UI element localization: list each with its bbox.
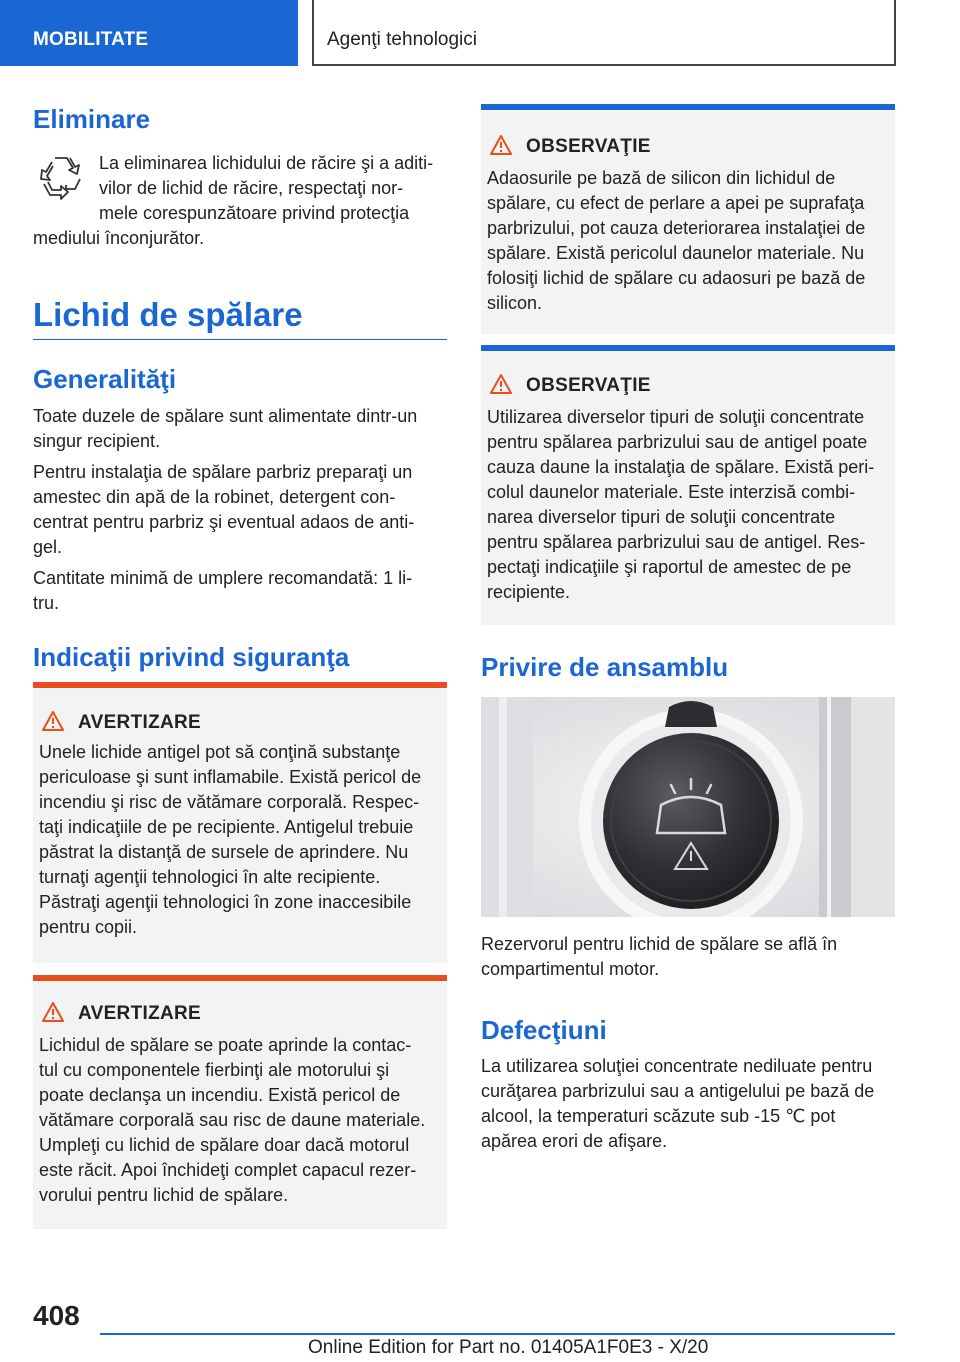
eliminare-line-1: La eliminarea lichidului de răcire şi a aditi- xyxy=(99,153,434,173)
indicatii-heading: Indicaţii privind siguranţa xyxy=(33,642,350,672)
notice-1-line-6: silicon. xyxy=(487,293,543,313)
notice-triangle-icon xyxy=(489,134,513,156)
section-tab: MOBILITATE xyxy=(0,0,298,66)
generalitati-p2-line-4: gel. xyxy=(33,537,63,557)
notice-2-line-7: pectaţi indicaţiile şi raportul de amestec de pe xyxy=(487,557,852,577)
eliminare-line-2: vilor de lichid de răcire, respectaţi nor- xyxy=(99,178,404,198)
notice-title: OBSERVAŢIE xyxy=(526,375,651,396)
warning-2-line-2: tul cu componentele fierbinţi ale motorului şi xyxy=(39,1060,390,1080)
photo-caption-line-2: compartimentul motor. xyxy=(481,959,660,979)
notice-2-line-5: narea diverselor tipuri de soluţii concentrate xyxy=(487,507,836,527)
recycle-icon xyxy=(36,152,86,202)
warning-box-2 xyxy=(33,975,447,1229)
notice-2-line-6: pentru spălarea parbrizului sau de antigel. Res- xyxy=(487,532,866,552)
warning-1-line-2: periculoase şi sunt inflamabile. Există pericol de xyxy=(39,767,422,787)
notice-1-line-3: parbrizului, pot cauza deteriorarea instalaţiei de xyxy=(487,218,866,238)
warning-bar xyxy=(33,682,447,688)
warning-2-line-7: vorului pentru lichid de spălare. xyxy=(39,1185,289,1205)
warning-box-1 xyxy=(33,682,447,963)
warning-1-line-7: Păstraţi agenţii tehnologici în zone inaccesibile xyxy=(39,892,412,912)
warning-bar xyxy=(33,975,447,981)
generalitati-p3-line-1: Cantitate minimă de umplere recomandată: 1 li- xyxy=(33,568,413,588)
generalitati-p2-line-3: centrat pentru parbriz şi eventual adaos de anti- xyxy=(33,512,415,532)
notice-2-line-1: Utilizarea diverselor tipuri de soluţii concentrate xyxy=(487,407,865,427)
defectiuni-line-1: La utilizarea soluţiei concentrate nediluate pentru xyxy=(481,1056,873,1076)
warning-triangle-icon xyxy=(41,1001,65,1023)
lichid-heading-rule xyxy=(33,339,447,340)
generalitati-p1-line-2: singur recipient. xyxy=(33,431,161,451)
eliminare-line-4: mediului înconjurător. xyxy=(33,228,205,248)
page-header xyxy=(0,0,960,66)
privire-heading: Privire de ansamblu xyxy=(481,652,729,682)
notice-1-line-4: spălare. Există pericolul daunelor materiale. Nu xyxy=(487,243,865,263)
lichid-heading: Lichid de spălare xyxy=(33,296,303,333)
warning-2-line-6: este răcit. Apoi închideţi complet capacul rezer- xyxy=(39,1160,417,1180)
notice-triangle-icon xyxy=(489,373,513,395)
chapter-title: Agenţi tehnologici xyxy=(312,0,896,66)
photo-caption-line-1: Rezervorul pentru lichid de spălare se află în xyxy=(481,934,838,954)
generalitati-p2-line-2: amestec din apă de la robinet, detergent con- xyxy=(33,487,396,507)
notice-box-1 xyxy=(481,104,895,334)
defectiuni-line-3: alcool, la temperaturi scăzute sub -15 ℃ pot xyxy=(481,1106,836,1126)
warning-triangle-icon xyxy=(41,710,65,732)
page-number: 408 xyxy=(33,1300,80,1331)
notice-1-line-5: folosiţi lichid de spălare cu adaosuri pe bază de xyxy=(487,268,866,288)
warning-2-line-1: Lichidul de spălare se poate aprinde la contac- xyxy=(39,1035,412,1055)
washer-reservoir-photo xyxy=(481,697,895,917)
notice-1-line-2: spălare, cu efect de perlare a apei pe suprafaţa xyxy=(487,193,865,213)
notice-2-line-3: cauza daune la instalaţia de spălare. Există peri- xyxy=(487,457,875,477)
defectiuni-heading: Defecţiuni xyxy=(481,1015,607,1045)
notice-2-line-8: recipiente. xyxy=(487,582,571,602)
warning-2-line-3: poate declanşa un incendiu. Există pericol de xyxy=(39,1085,401,1105)
notice-2-line-4: colul daunelor materiale. Este interzisă combi- xyxy=(487,482,856,502)
warning-1-line-6: turnaţi agenţii tehnologici în alte recipiente. xyxy=(39,867,381,887)
notice-bar xyxy=(481,345,895,351)
washer-cap-illustration xyxy=(481,697,895,917)
notice-bar xyxy=(481,104,895,110)
warning-2-line-5: Umpleţi cu lichid de spălare doar dacă motorul xyxy=(39,1135,410,1155)
footer-rule xyxy=(100,1333,895,1335)
notice-1-line-1: Adaosurile pe bază de silicon din lichidul de xyxy=(487,168,836,188)
generalitati-p1-line-1: Toate duzele de spălare sunt alimentate dintr-un xyxy=(33,406,418,426)
generalitati-heading: Generalităţi xyxy=(33,364,177,394)
warning-1-line-3: incendiu şi risc de vătămare corporală. Respec- xyxy=(39,792,420,812)
defectiuni-line-2: curăţarea parbrizului sau a antigelului pe bază de xyxy=(481,1081,875,1101)
warning-1-line-4: taţi indicaţiile de pe recipiente. Antigelul trebuie xyxy=(39,817,414,837)
notice-2-line-2: pentru spălarea parbrizului sau de antigel poate xyxy=(487,432,868,452)
generalitati-p2-line-1: Pentru instalaţia de spălare parbriz preparaţi un xyxy=(33,462,413,482)
eliminare-heading: Eliminare xyxy=(33,104,151,134)
notice-box-2 xyxy=(481,345,895,625)
warning-1-line-8: pentru copii. xyxy=(39,917,138,937)
generalitati-p3-line-2: tru. xyxy=(33,593,60,613)
warning-1-line-1: Unele lichide antigel pot să conţină substanţe xyxy=(39,742,401,762)
warning-title: AVERTIZARE xyxy=(78,1003,201,1024)
eliminare-line-3: mele corespunzătoare privind protecţia xyxy=(99,203,410,223)
warning-1-line-5: păstrat la distanţă de sursele de aprindere. Nu xyxy=(39,842,409,862)
warning-title: AVERTIZARE xyxy=(78,712,201,733)
footer-edition: Online Edition for Part no. 01405A1F0E3 - X/20 xyxy=(308,1337,709,1358)
warning-2-line-4: vătămare corporală sau risc de daune materiale. xyxy=(39,1110,426,1130)
defectiuni-line-4: apărea erori de afişare. xyxy=(481,1131,668,1151)
notice-title: OBSERVAŢIE xyxy=(526,136,651,157)
